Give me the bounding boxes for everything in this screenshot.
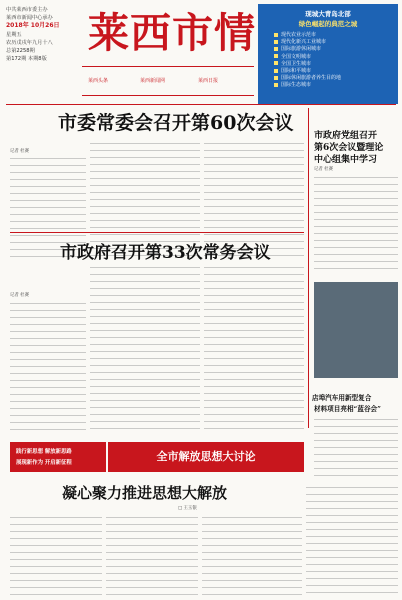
promo-item-label: 国际旅游休闲城市 <box>281 46 322 53</box>
promo-title1: 现城大青岛北部 <box>305 10 351 18</box>
second-col1 <box>10 300 86 432</box>
bullet-icon <box>274 76 278 80</box>
right1-body <box>314 174 398 274</box>
right2-body <box>314 416 398 476</box>
right2-headline2: 材料项目亮相“蓝谷会” <box>314 405 381 413</box>
second-headline: 市政府召开第33次常务会议 <box>60 243 271 263</box>
second-col2 <box>90 264 200 432</box>
right1-headline3: 中心组集中学习 <box>314 155 378 165</box>
masthead-strip <box>82 66 254 96</box>
promo-list <box>274 32 398 90</box>
second-byline: 记者 杜赛 <box>10 293 29 298</box>
issue-number: 第172期 本期8版 <box>6 56 47 63</box>
issue-date: 2018年 10月26日 <box>6 22 60 30</box>
total-issue: 总第2258期 <box>6 48 35 55</box>
newspaper-title: 莱西市情 <box>88 9 256 57</box>
second-col3 <box>204 264 304 432</box>
lead-headline: 市委常委会召开第60次会议 <box>58 112 294 134</box>
commentary-col3 <box>202 514 302 596</box>
org-line2: 莱西市新闻中心承办 <box>6 15 53 22</box>
promo-item-label: 国际生态城市 <box>281 82 312 89</box>
column-divider <box>308 108 309 428</box>
strip-right: 莱西日报 <box>198 78 219 84</box>
right2-headline1: 店埠汽车用新型复合 <box>312 394 372 402</box>
bullet-icon <box>274 33 278 37</box>
promo-box <box>258 4 398 104</box>
promo-title2: 绿色崛起的典范之城 <box>298 20 358 28</box>
bullet-icon <box>274 54 278 58</box>
promo-item <box>274 61 398 68</box>
commentary-col2 <box>106 514 198 596</box>
commentary-col1 <box>10 514 102 596</box>
lunar-date: 农历戊戌年九月十八 <box>6 39 53 46</box>
strip-mid: 莱西新闻网 <box>140 78 166 84</box>
bullet-icon <box>274 61 278 65</box>
promo-item-label: 国际和平城市 <box>281 68 312 75</box>
promo-item <box>274 46 398 53</box>
right1-headline2: 第6次会议暨理论 <box>314 143 384 153</box>
promo-item-label: 全国文明城市 <box>281 53 312 60</box>
org-line1: 中共莱西市委主办 <box>6 7 48 13</box>
bullet-icon <box>274 40 278 44</box>
promo-item <box>274 54 398 61</box>
promo-item-label: 全国卫生城市 <box>281 60 312 67</box>
banner-title: 全市解放思想大讨论 <box>156 450 256 463</box>
banner-slogan2: 展现新作为 开启新征程 <box>16 460 72 466</box>
masthead-info <box>6 6 86 63</box>
right1-headline1: 市政府党组召开 <box>314 131 378 141</box>
lead-byline: 记者 杜赛 <box>10 149 29 154</box>
right1-byline: 记者 杜赛 <box>314 167 333 172</box>
commentary-byline: □ 王玉银 <box>178 506 197 511</box>
strip-left: 莱西头条 <box>88 78 109 84</box>
banner-slogan1: 践行新思想 解放新思路 <box>16 449 72 455</box>
promo-item-label: 国际休闲旅游者养生目的地 <box>281 75 342 82</box>
commentary-col4 <box>306 484 398 596</box>
commentary-headline: 凝心聚力推进思想大解放 <box>62 484 228 502</box>
promo-item-label: 现代农业示范市 <box>281 32 317 38</box>
banner-slogan <box>10 442 106 472</box>
bullet-icon <box>274 47 278 51</box>
bullet-icon <box>274 69 278 73</box>
bullet-icon <box>274 83 278 87</box>
promo-item-label: 现代化新兴工业城市 <box>281 39 327 46</box>
weekday: 星期五 <box>6 31 22 38</box>
banner-title-box <box>108 442 304 472</box>
masthead-rule <box>6 104 396 105</box>
news-photo <box>314 282 398 378</box>
promo-item <box>274 82 398 89</box>
section-rule <box>10 232 304 233</box>
